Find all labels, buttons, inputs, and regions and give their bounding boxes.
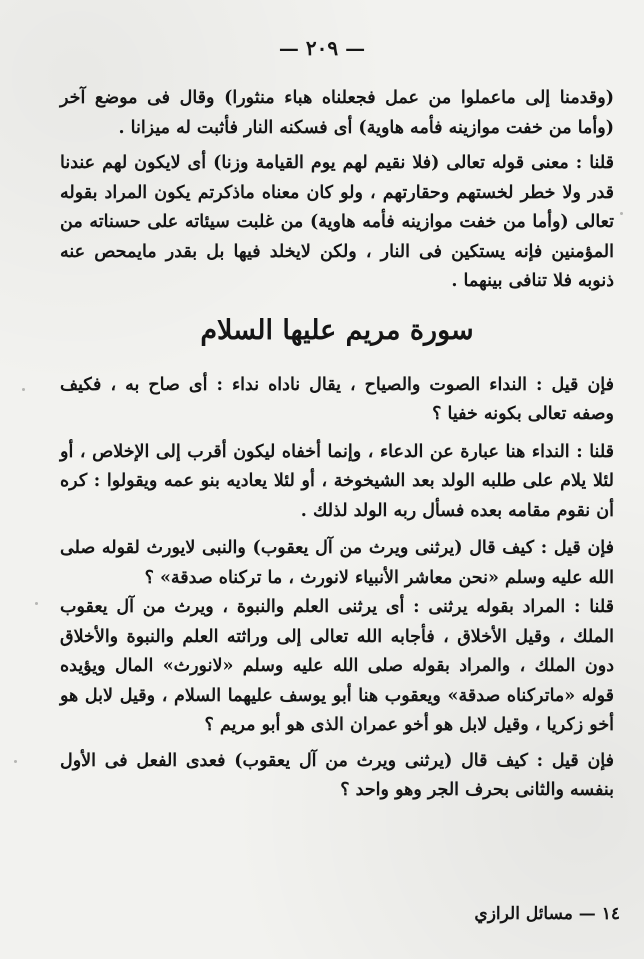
paragraph-5: فإن قيل : كيف قال (يرثنى ويرث من آل يعقوب) والنبى لايورث لقوله صلى الله عليه وسلم «نحن معاشر الأنبياء لانورث ، ما تركناه صدقة» ؟ (60, 538, 614, 588)
scan-speck (22, 388, 25, 391)
paragraph-2: قلنا : معنى قوله تعالى (فلا نقيم لهم يوم القيامة وزنا) أى لايكون لهم عندنا قدر ولا خطر لخستهم وحقارتهم ، ولو كان معناه ماذكرتم يكون المراد بقوله تعالى (وأما من خفت موازينه فأمه هاوية) من غلبت سيئاته على حسناته من المؤمنين فإنه يستكين فى النار ، ولكن لايخلد فيها بل بقدر مايمحص عنه ذنوبه فلا تنافى بينهما . (60, 153, 614, 291)
paragraph-7: فإن قيل : كيف قال (يرثنى ويرث من آل يعقوب) فعدى الفعل فى الأول بنفسه والثانى بحرف الجر وهو واحد ؟ (60, 750, 614, 800)
paragraph-4: قلنا : النداء هنا عبارة عن الدعاء ، وإنما أخفاه ليكون أقرب إلى الإخلاص ، أو لئلا يلام على طلبه الولد بعد الشيخوخة ، أو لئلا يعاديه بنو عمه ويقولوا : كره أن نقوم مقامه بعده فسأل ربه الولد لذلك . (60, 441, 614, 521)
paragraph-3: فإن قيل : النداء الصوت والصياح ، يقال ناداه نداء : أى صاح به ، فكيف وصفه تعالى بكونه خفيا ؟ (60, 374, 614, 424)
scan-speck (35, 602, 38, 605)
page-number: — ٢٠٩ — (278, 36, 366, 60)
paragraph-1: (وقدمنا إلى ماعملوا من عمل فجعلناه هباء منثورا) وقال فى موضع آخر (وأما من خفت موازينه فأمه هاوية) أى فسكنه النار فأثبت له ميزانا . (60, 88, 614, 138)
page-body (60, 84, 614, 806)
page-footer: ١٤ — مسائل الرازي (474, 904, 620, 924)
section-title: سورة مريم عليها السلام (200, 314, 474, 346)
scan-speck (14, 760, 17, 763)
paragraph-6: قلنا : المراد بقوله يرثنى : أى يرثنى العلم والنبوة ، ويرث من آل يعقوب الملك ، وقيل الأخلاق ، فأجابه الله تعالى إلى وراثته العلم والنبوة والأخلاق دون الملك ، والمراد بقوله صلى الله عليه وسلم «لانورث» المال ويؤيده قوله «ماتركناه صدقة» ويعقوب هنا أبو يوسف عليهما السلام ، وقيل لابل هو أخو زكريا ، وقيل لابل هو أخو عمران الذى هو أبو مريم ؟ (60, 597, 614, 735)
scan-speck (620, 212, 623, 215)
